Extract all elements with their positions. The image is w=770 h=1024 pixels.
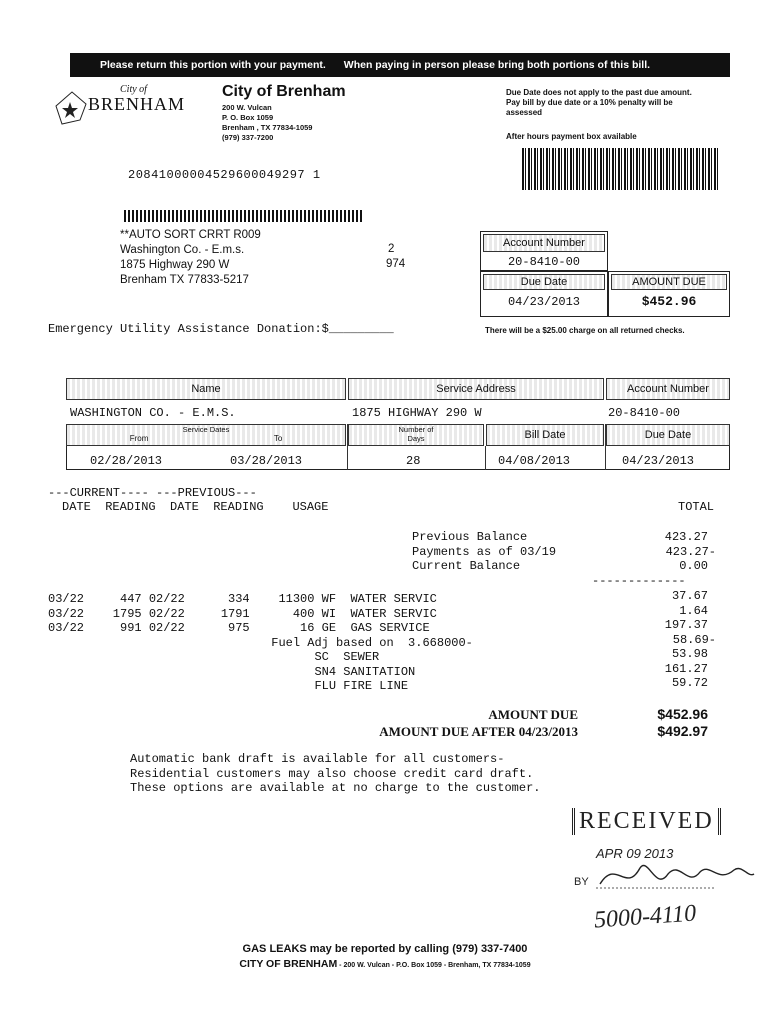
- mailing-line4: Brenham TX 77833-5217: [120, 274, 249, 286]
- charge-value: 197.37: [664, 618, 708, 632]
- stub-amount-box: [608, 271, 730, 317]
- postal-barcode: [124, 210, 364, 222]
- footer-city: CITY OF BRENHAM: [239, 958, 338, 970]
- charge-text: FLU FIRE LINE: [48, 679, 409, 693]
- days-header: [348, 424, 484, 446]
- mailing-line2: Washington Co. - E.m.s.: [120, 244, 245, 256]
- balance-separator: -------------: [592, 574, 686, 588]
- returned-check-note: There will be a $25.00 charge on all returned checks.: [485, 326, 685, 335]
- stub-due-label: Due Date: [483, 274, 605, 290]
- return-portion-banner: [70, 53, 730, 77]
- message-line2: Residential customers may also choose credit card draft.: [130, 766, 534, 781]
- detail-head1: ---CURRENT---- ---PREVIOUS---: [48, 486, 257, 500]
- received-stamp: [566, 808, 756, 938]
- city-addr1: 200 W. Vulcan: [222, 103, 272, 112]
- charge-value: 37.67: [671, 589, 708, 603]
- days-value: 28: [406, 454, 421, 468]
- message-line1: Automatic bank draft is available for all customers-: [130, 752, 505, 766]
- amount-due-label: AMOUNT DUE: [488, 707, 578, 722]
- stub-due-box: [480, 271, 608, 317]
- service-address-value: 1875 HIGHWAY 290 W: [352, 406, 482, 420]
- stub-account-value: 20-8410-00: [507, 255, 580, 269]
- charge-line: [48, 632, 716, 650]
- charge-text: Fuel Adj based on 3.668000-: [48, 635, 473, 650]
- total-header: TOTAL: [678, 500, 715, 514]
- name-value: WASHINGTON CO. - E.M.S.: [70, 406, 236, 420]
- charge-value: 53.98: [671, 647, 708, 661]
- banner-left-text: Please return this portion with your payment.: [100, 59, 326, 71]
- due-date-header: Due Date: [606, 424, 730, 446]
- stub-account-box: [480, 231, 608, 271]
- stub-amount-label: AMOUNT DUE: [611, 274, 727, 290]
- charge-line: [48, 662, 708, 677]
- charge-value: 58.69-: [672, 632, 716, 647]
- mailing-code2: 974: [386, 258, 406, 270]
- balance-section: [412, 530, 716, 574]
- mailing-address: [120, 228, 261, 288]
- balance-value: 423.27-: [665, 544, 716, 559]
- banner-right-text: When paying in person please bring both portions of this bill.: [343, 59, 651, 71]
- balance-value: 423.27: [664, 530, 708, 544]
- city-phone: (979) 337-7200: [222, 133, 274, 142]
- charge-text: SN4 SANITATION: [48, 664, 416, 679]
- bill-date-header: Bill Date: [486, 424, 604, 446]
- col-divider-1: [347, 424, 348, 470]
- balance-row: [412, 544, 716, 560]
- to-label: To: [273, 434, 283, 443]
- logo-brenham: BRENHAM: [88, 94, 186, 114]
- mailing-line3: 1875 Highway 290 W: [120, 259, 230, 271]
- message-line3: These options are available at no charge to the customer.: [130, 781, 541, 795]
- footer-address-text: - 200 W. Vulcan - P.O. Box 1059 - Brenham, TX 77834-1059: [337, 962, 531, 969]
- handwritten-code: 5000-4110: [593, 900, 697, 934]
- from-label: From: [129, 434, 149, 443]
- donation-line: Emergency Utility Assistance Donation:$_________: [48, 322, 394, 336]
- charge-line: [48, 589, 708, 604]
- charge-line: [48, 604, 708, 619]
- charge-text: SC SEWER: [48, 650, 380, 664]
- city-name: City of Brenham: [222, 83, 346, 100]
- scan-line: 20841000004529600049297 1: [128, 168, 321, 182]
- charge-value: 1.64: [679, 603, 708, 618]
- days-label2: Days: [407, 434, 425, 443]
- col-divider-3: [605, 424, 606, 470]
- gas-leak-notice: GAS LEAKS may be reported by calling (979) 337-7400: [242, 943, 528, 955]
- stamp-by: BY: [574, 876, 589, 888]
- mailing-line1: **AUTO SORT CRRT R009: [120, 229, 261, 241]
- draft-message: [130, 752, 540, 796]
- stub-due-value: 04/23/2013: [507, 295, 580, 309]
- charge-text: 03/22 447 02/22 334 11300 WF WATER SERVIC: [48, 592, 437, 606]
- service-dates-label: Service Dates: [182, 425, 230, 434]
- col-divider-2: [485, 446, 486, 470]
- logo-city-of: City of: [120, 84, 147, 95]
- balance-label: Payments as of 03/19: [412, 544, 557, 559]
- footer-address: [0, 958, 770, 970]
- charge-line: [48, 676, 708, 691]
- charge-lines: [48, 589, 716, 693]
- mailing-code1: 2: [388, 243, 395, 255]
- stamp-date: APR 09 2013: [596, 846, 674, 861]
- city-addr3: Brenham , TX 77834-1059: [222, 123, 313, 132]
- after-hours-note: After hours payment box available: [506, 132, 637, 141]
- stub-amount-value: $452.96: [641, 294, 697, 309]
- charge-value: 59.72: [671, 676, 708, 690]
- city-address: [222, 103, 312, 143]
- city-addr2: P. O. Box 1059: [222, 113, 274, 122]
- name-header: Name: [66, 378, 346, 400]
- amount-after-label: AMOUNT DUE AFTER 04/23/2013: [379, 724, 578, 739]
- due-date-value: 04/23/2013: [622, 454, 695, 468]
- charge-text: 03/22 991 02/22 975 16 GE GAS SERVICE: [48, 621, 430, 635]
- service-address-header: Service Address: [348, 378, 604, 400]
- balance-label: Previous Balance: [412, 530, 528, 544]
- charge-value: 161.27: [664, 661, 708, 676]
- balance-label: Current Balance: [412, 559, 521, 573]
- account-info-table: [66, 378, 730, 470]
- amount-after-value: $492.97: [657, 723, 708, 739]
- from-value: 02/28/2013: [90, 454, 163, 468]
- stamp-received: RECEIVED: [572, 808, 721, 835]
- to-value: 03/28/2013: [230, 454, 303, 468]
- service-dates-header: [66, 424, 346, 446]
- account-number-header: Account Number: [606, 378, 730, 400]
- balance-row: [412, 559, 708, 574]
- charge-text: 03/22 1795 02/22 1791 400 WI WATER SERVIC: [48, 606, 437, 621]
- amount-due-value: $452.96: [657, 706, 708, 722]
- signature-scribble: [596, 854, 756, 898]
- city-logo: [50, 84, 190, 130]
- charge-line: [48, 647, 708, 662]
- due-date-notice: Due Date does not apply to the past due amount. Pay bill by due date or a 10% penalty will be assessed: [506, 88, 692, 117]
- bill-date-value: 04/08/2013: [498, 454, 571, 468]
- stub-account-label: Account Number: [483, 234, 605, 252]
- charge-line: [48, 618, 708, 633]
- balance-value: 0.00: [679, 559, 708, 573]
- days-label1: Number of: [398, 425, 434, 434]
- balance-row: [412, 530, 708, 545]
- account-barcode: [522, 148, 718, 190]
- detail-head2: DATE READING DATE READING USAGE: [62, 500, 329, 514]
- account-number-value: 20-8410-00: [608, 406, 681, 420]
